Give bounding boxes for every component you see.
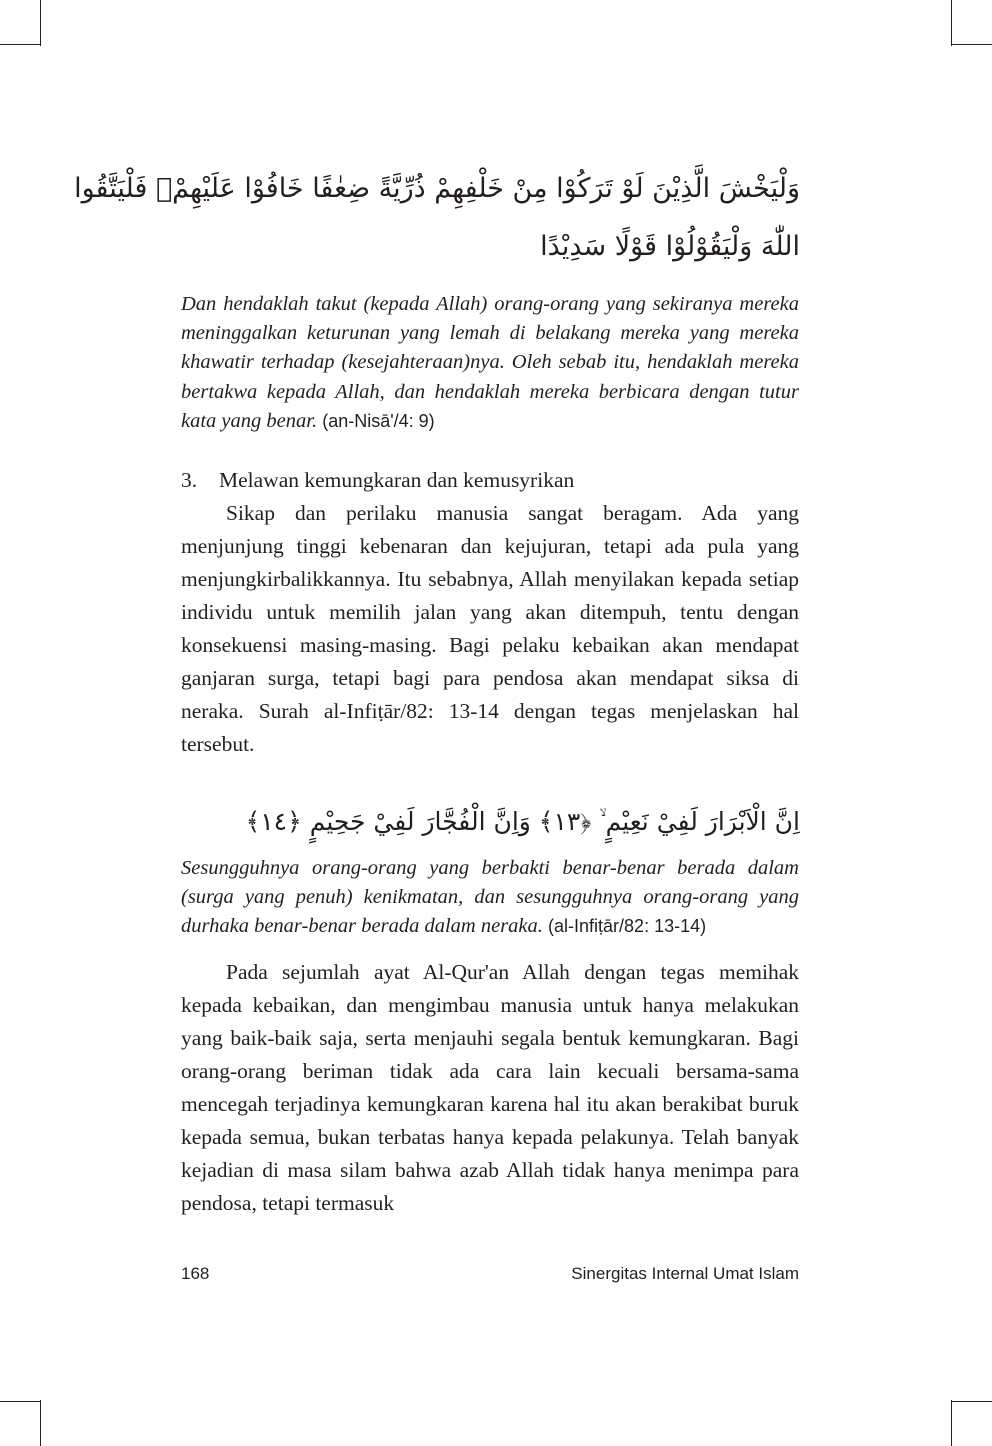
verse-reference: (al-Infiṭār/82: 13-14) [548,916,707,937]
arabic-verse-line-1: وَلْيَخْشَ الَّذِيْنَ لَوْ تَرَكُوْا مِنْ خَلْفِهِمْ ذُرِّيَّةً ضِعٰفًا خَافُوْا عَلَيْهِمْۖ فَلْيَتَّقُوا [74,173,800,204]
page-number: 168 [181,1264,210,1283]
crop-mark-top-right-h [952,44,992,45]
translation-an-nisa [181,290,799,436]
arabic-verse-line-2: اللّٰهَ وَلْيَقُوْلُوْا قَوْلًا سَدِيْدًا [540,231,800,262]
running-head: Sinergitas Internal Umat Islam [571,1264,799,1283]
crop-mark-bottom-left [40,1400,41,1446]
translation-text: Sesungguhnya orang-orang yang berbakti benar-benar berada dalam (surga yang penuh) kenikmatan, dan sesungguhnya orang-orang yang durhaka benar-benar berada dalam neraka. [181,857,799,938]
crop-mark-top-left-h [0,44,40,45]
section-heading [181,464,799,497]
translation-text: Dan hendaklah takut (kepada Allah) orang-orang yang sekiranya mereka meninggalkan keturunan yang lemah di belakang mereka yang mereka khawatir terhadap (kesejahteraan)nya. Oleh sebab itu, hendaklah mereka bertakwa kepada Allah, dan hendaklah mereka berbicara dengan tutur kata yang benar. [181,293,799,432]
crop-mark-top-left [40,0,41,46]
arabic-verse-line-1: اِنَّ الْاَبْرَارَ لَفِيْ نَعِيْمٍ ۙ ﴿١٣﴾ وَاِنَّ الْفُجَّارَ لَفِيْ جَحِيْمٍ ﴿١٤﴾ [245,807,800,836]
paragraph-goodness: Pada sejumlah ayat Al-Qur'an Allah dengan tegas memihak kepada kebaikan, dan mengimbau manusia untuk hanya melakukan yang baik-baik saja, serta menjauhi segala bentuk kemungkaran. Bagi orang-orang beriman tidak ada cara lain kecuali bersama-sama mencegah terjadinya kemungkaran karena hal itu akan berakibat buruk kepada semua, bukan terbatas hanya kepada pelakunya. Telah banyak kejadian di masa silam bahwa azab Allah tidak hanya menimpa para pendosa, tetapi termasuk [181,960,799,1215]
crop-mark-top-right [951,0,952,46]
translation-al-infitar [181,854,799,942]
crop-mark-bottom-right-h [952,1401,992,1402]
paragraph-behaviour: Sikap dan perilaku manusia sangat beragam. Ada yang menjunjung tinggi kebenaran dan kejujuran, tetapi ada pula yang menjungkirbalikkannya. Itu sebabnya, Allah menyilakan kepada setiap individu untuk memilih jalan yang akan ditempuh, tentu dengan konsekuensi masing-masing. Bagi pelaku kebaikan akan mendapat ganjaran surga, tetapi bagi para pendosa akan mendapat siksa di neraka. Surah al-Infiṭār/82: 13-14 dengan tegas menjelaskan hal tersebut. [181,501,799,756]
section-title: Melawan kemungkaran dan kemusyrikan [219,468,575,492]
crop-mark-bottom-left-h [0,1401,40,1402]
arabic-verse-an-nisa [74,160,800,276]
verse-reference: (an-Nisā'/4: 9) [322,410,435,431]
arabic-verse-al-infitar [180,794,800,850]
crop-mark-bottom-right [951,1400,952,1446]
section-number: 3. [181,468,198,492]
